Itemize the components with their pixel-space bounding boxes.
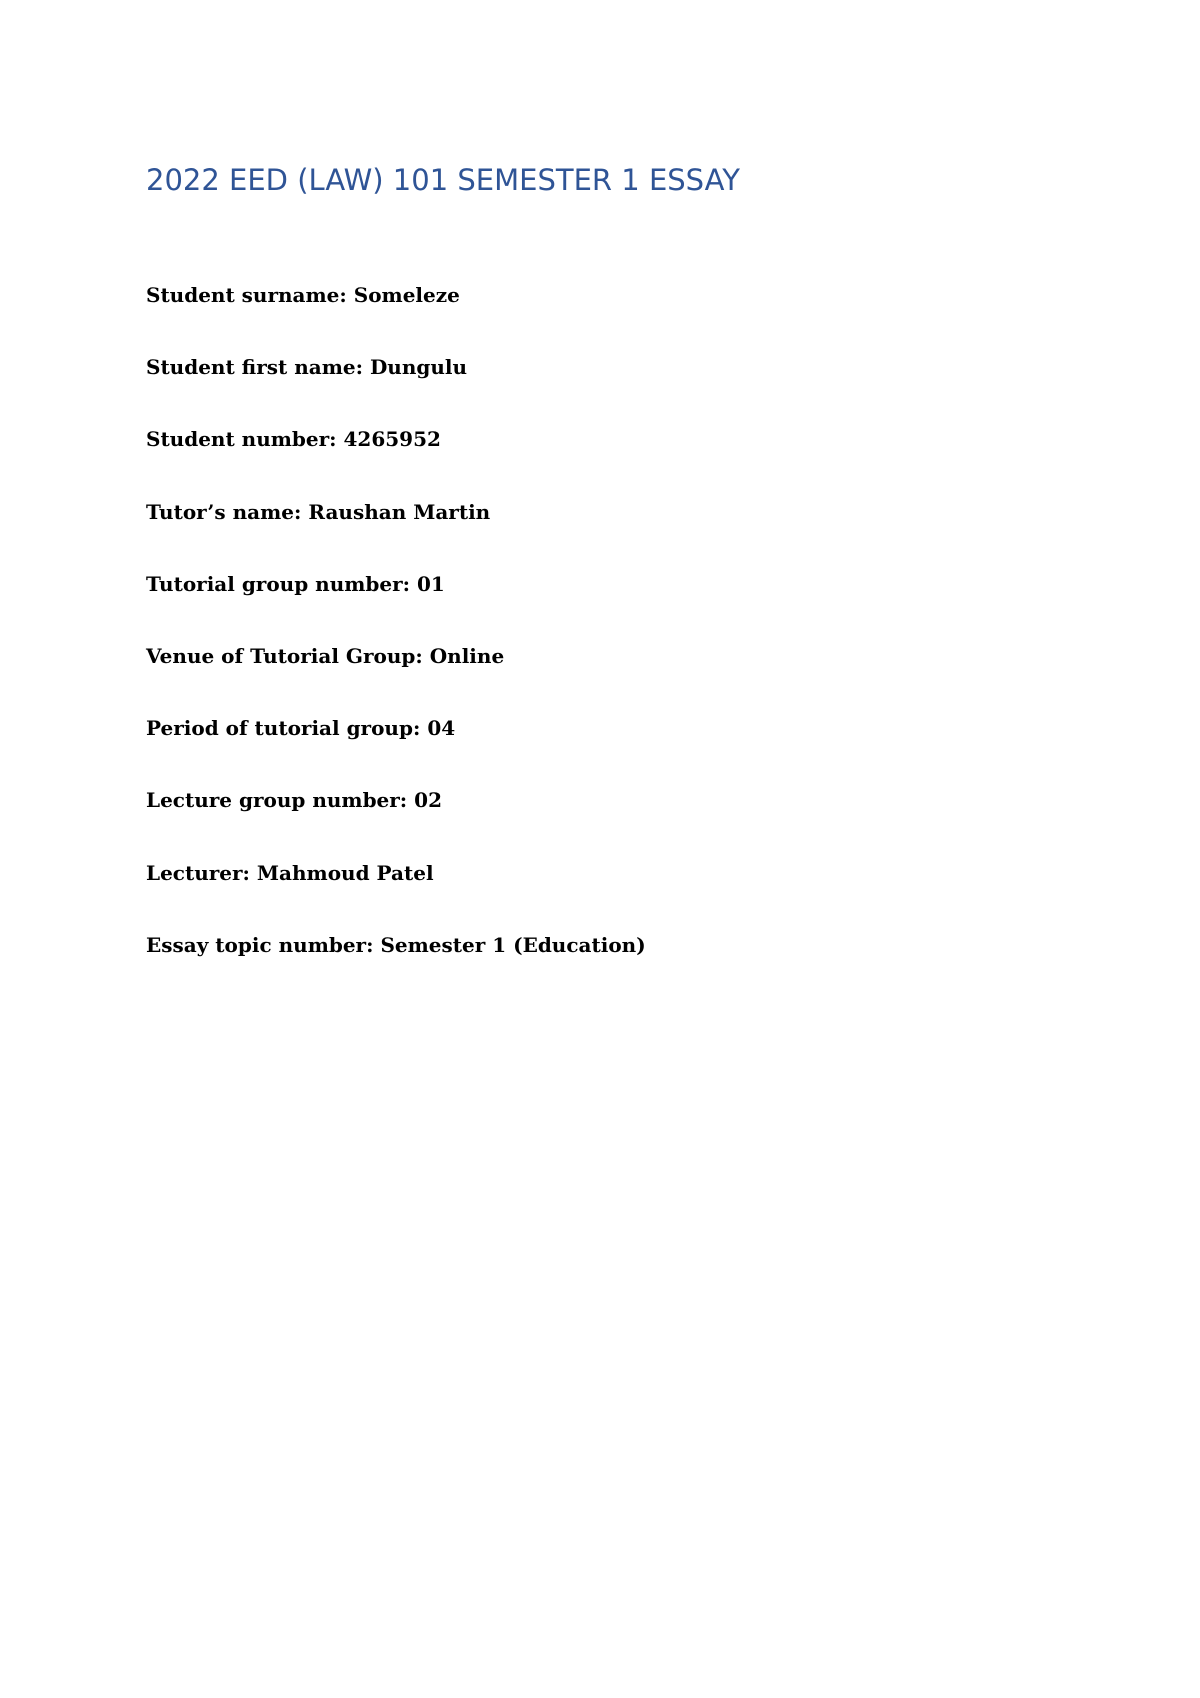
field-lecturer	[146, 861, 646, 885]
field-tutorial-period	[146, 716, 646, 740]
field-label: Lecturer:	[146, 860, 250, 885]
field-label: Lecture group number:	[146, 788, 408, 813]
field-value: Dungulu	[369, 355, 468, 380]
field-label: Venue of Tutorial Group:	[146, 643, 423, 668]
field-label: Tutorial group number:	[146, 571, 411, 596]
field-value: 4265952	[343, 427, 441, 452]
field-value: Mahmoud Patel	[256, 860, 434, 885]
document-title: 2022 EED (LAW) 101 SEMESTER 1 ESSAY	[146, 163, 740, 197]
field-student-first-name	[146, 355, 646, 379]
field-value: Raushan Martin	[308, 499, 491, 524]
field-value: 01	[417, 571, 445, 596]
field-label: Student first name:	[146, 355, 363, 380]
field-value: Someleze	[353, 283, 460, 307]
field-tutorial-venue	[146, 644, 646, 668]
field-label: Student number:	[146, 427, 337, 452]
field-value: 02	[414, 788, 443, 813]
field-essay-topic-number	[146, 933, 646, 957]
field-student-number	[146, 427, 646, 451]
field-student-surname	[146, 283, 646, 307]
field-value: Online	[429, 643, 505, 668]
field-lecture-group-number	[146, 788, 646, 812]
field-label: Student surname:	[146, 283, 347, 307]
field-label: Essay topic number:	[146, 932, 374, 957]
student-details-list	[146, 283, 646, 1005]
field-label: Period of tutorial group:	[146, 716, 421, 741]
field-value: Semester 1 (Education)	[380, 932, 646, 957]
field-value: 04	[427, 716, 456, 741]
field-tutorial-group-number	[146, 572, 646, 596]
field-tutor-name	[146, 500, 646, 524]
field-label: Tutor’s name:	[146, 499, 302, 524]
